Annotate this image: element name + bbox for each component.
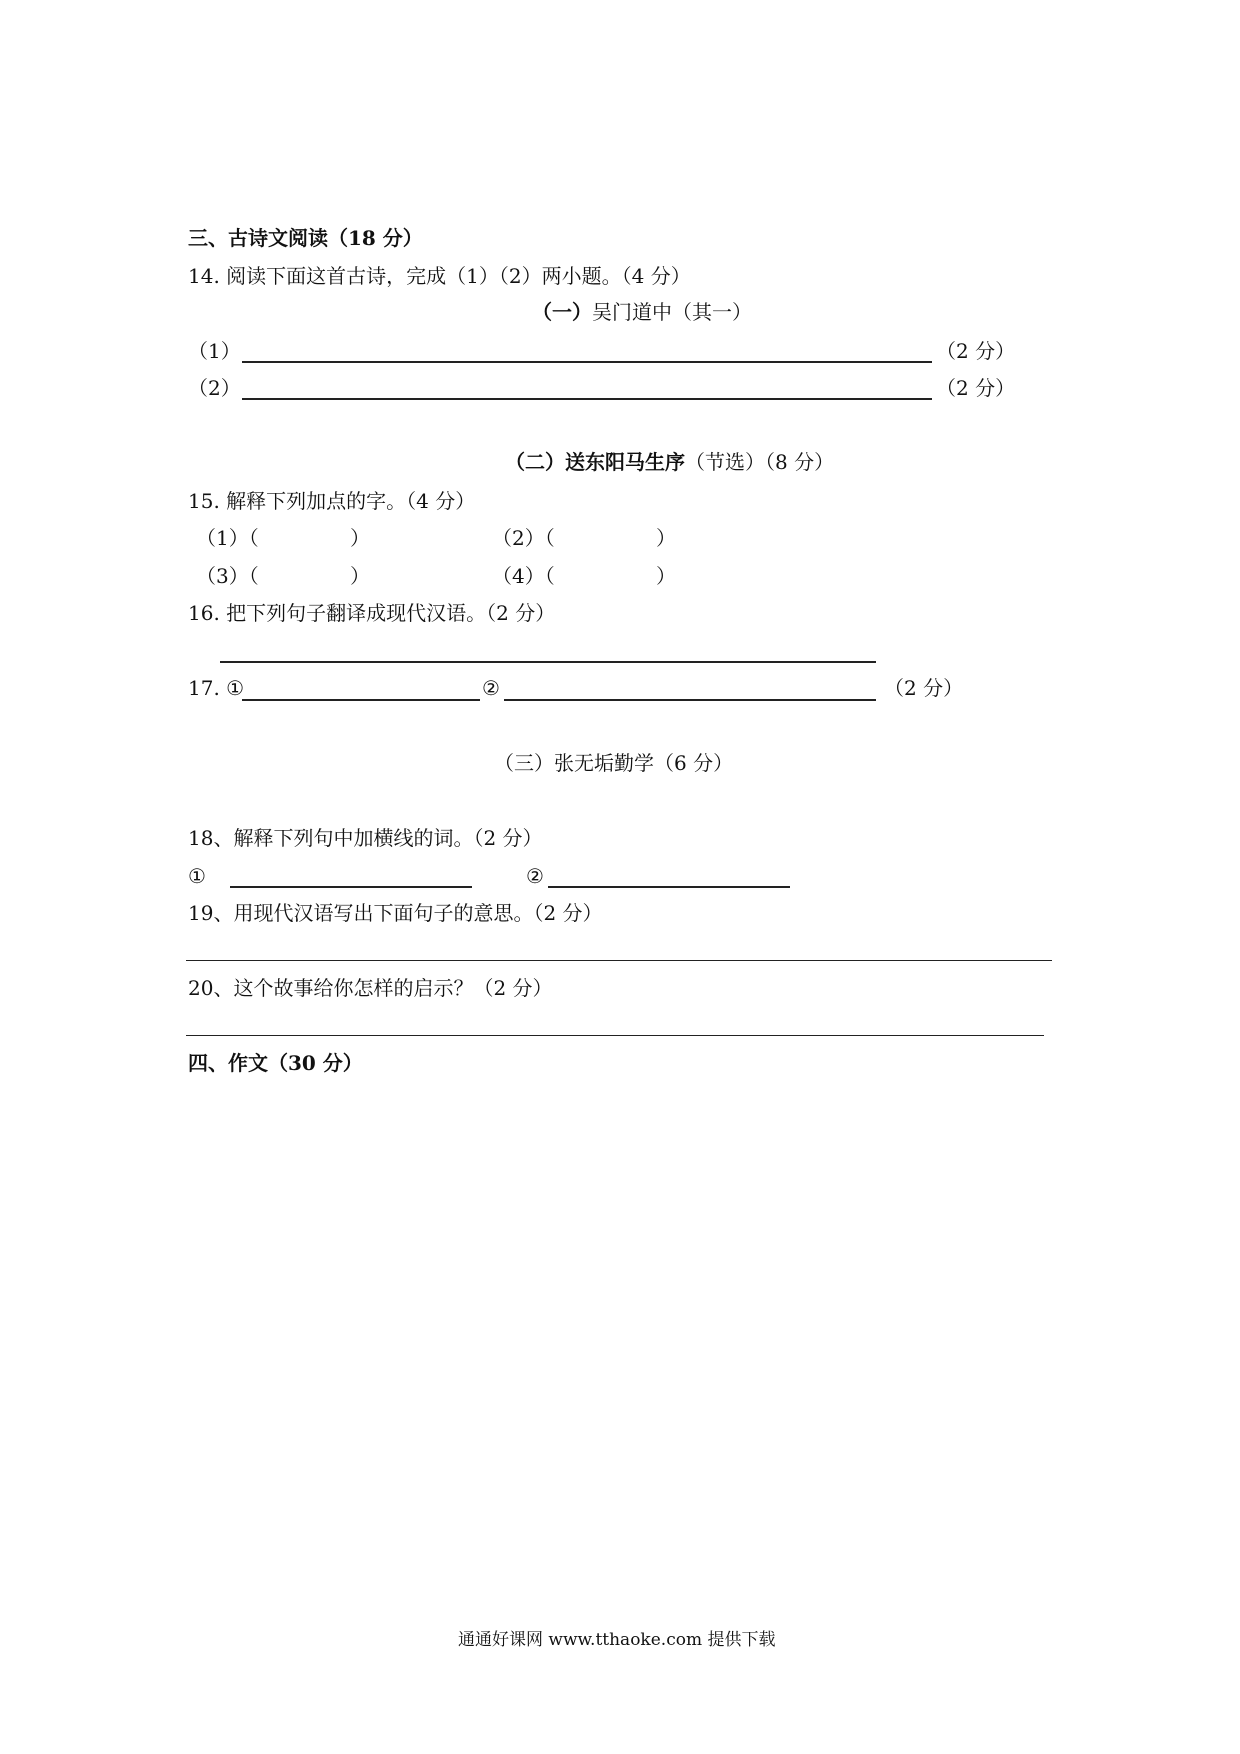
q20-answer-line[interactable] xyxy=(186,1035,1044,1036)
section-3-heading: 三、古诗文阅读（18 分） xyxy=(188,226,423,250)
q18-marker-1: ① xyxy=(188,864,206,888)
q15-item-3-close: ） xyxy=(350,564,370,588)
q17-score: （2 分） xyxy=(884,676,964,700)
q14-item-2-label: （2） xyxy=(188,376,241,400)
q14-item-1-answer-line[interactable] xyxy=(242,361,932,363)
question-16: 16. 把下列句子翻译成现代汉语。（2 分） xyxy=(188,601,556,625)
q15-item-2-open: （2）（ xyxy=(492,526,555,550)
question-14: 14. 阅读下面这首古诗，完成（1）（2）两小题。（4 分） xyxy=(188,264,691,288)
q15-item-4-close: ） xyxy=(656,564,676,588)
q15-item-3-open: （3）（ xyxy=(196,564,259,588)
q14-item-2-answer-line[interactable] xyxy=(242,398,932,400)
q17-answer-line-1[interactable] xyxy=(242,699,480,701)
q18-answer-line-1[interactable] xyxy=(230,886,472,888)
q15-item-1-close: ） xyxy=(350,526,370,550)
q14-item-1-score: （2 分） xyxy=(936,339,1016,363)
q18-answer-line-2[interactable] xyxy=(548,886,790,888)
question-17-label: 17. ① xyxy=(188,676,245,700)
q17-answer-line-2[interactable] xyxy=(504,699,876,701)
q15-item-1-open: （1）（ xyxy=(196,526,259,550)
q14-item-2-score: （2 分） xyxy=(936,376,1016,400)
q15-item-2-close: ） xyxy=(656,526,676,550)
poem-1-title-number: （一） xyxy=(532,300,592,324)
q15-item-4-open: （4）（ xyxy=(492,564,555,588)
q18-marker-2: ② xyxy=(526,864,544,888)
poem-1-title-text: 吴门道中（其一） xyxy=(592,300,752,324)
question-20: 20、这个故事给你怎样的启示？（2 分） xyxy=(188,976,553,1000)
question-15: 15. 解释下列加点的字。（4 分） xyxy=(188,489,476,513)
section-4-heading: 四、作文（30 分） xyxy=(188,1051,363,1075)
question-19: 19、用现代汉语写出下面句子的意思。（2 分） xyxy=(188,901,603,925)
part-2-title-note: （节选）（8 分） xyxy=(685,450,835,474)
poem-1-title xyxy=(532,300,752,324)
footer-source: 通通好课网 www.tthaoke.com 提供下载 xyxy=(458,1630,776,1650)
q14-item-1-label: （1） xyxy=(188,339,241,363)
part-2-title xyxy=(505,450,834,474)
q17-second-marker: ② xyxy=(482,676,500,700)
q19-answer-line[interactable] xyxy=(186,960,1052,961)
part-3-title: （三）张无垢勤学（6 分） xyxy=(494,751,734,775)
part-2-title-main: （二）送东阳马生序 xyxy=(505,450,685,474)
q16-answer-line[interactable] xyxy=(220,661,876,663)
question-18: 18、解释下列句中加横线的词。（2 分） xyxy=(188,826,543,850)
